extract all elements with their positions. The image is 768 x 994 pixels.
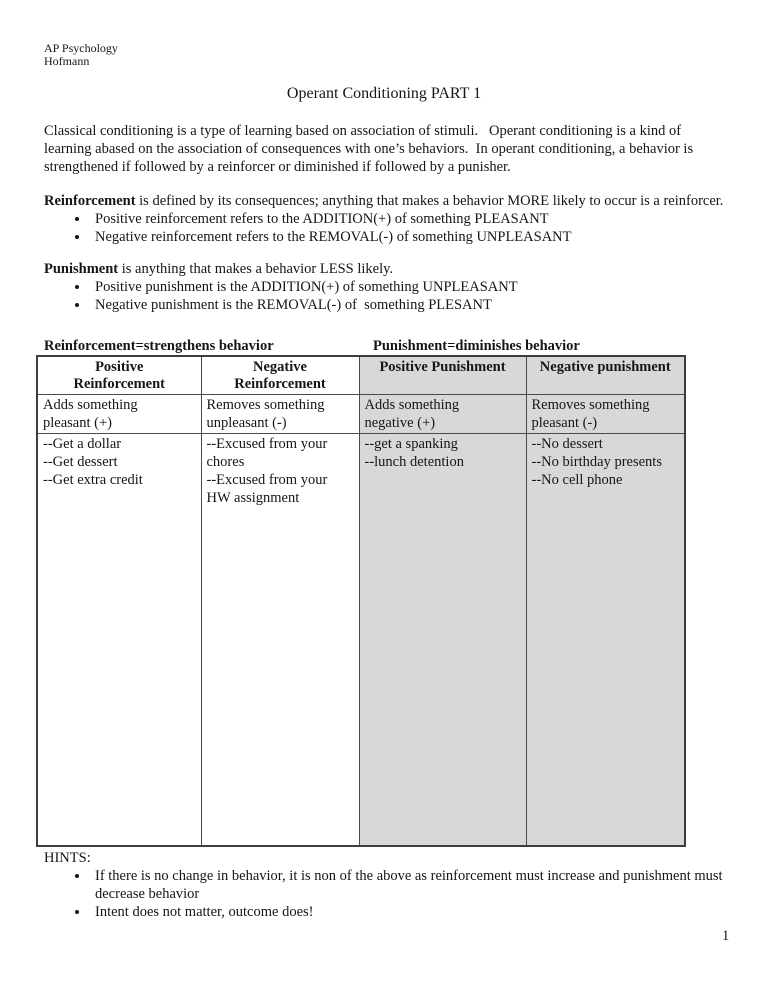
hints-section [44, 849, 727, 921]
conditioning-table [36, 355, 686, 847]
examples-cell-positive-punishment [359, 434, 526, 846]
example-line: --get a spanking [364, 436, 458, 452]
example-line: --Excused from your [206, 472, 328, 488]
example-line: --lunch detention [364, 454, 464, 470]
letterhead [44, 42, 724, 68]
header-line: Positive Punishment [379, 359, 506, 375]
page-number: 1 [722, 928, 730, 944]
definition-cell-negative-punishment [526, 395, 685, 434]
hint-bullet: • If there is no change in behavior, it is non of the above as reinforcement must increase and punishment must decrease behavior [90, 867, 734, 903]
definition-cell-negative-reinforcement [201, 395, 359, 434]
punishment-term: Punishment [44, 261, 119, 277]
column-header-positive-reinforcement [37, 356, 201, 395]
hints-label: HINTS: [44, 849, 91, 866]
header-line: Positive [95, 359, 144, 375]
header-line: Negative [253, 359, 307, 375]
header-line: Reinforcement [73, 376, 166, 392]
header-line: Negative punishment [539, 359, 671, 375]
punishment-bullet: • Negative punishment is the REMOVAL(-) of something PLESANT [90, 296, 724, 314]
column-header-negative-punishment [526, 356, 685, 395]
reinforcement-bullet: • Negative reinforcement refers to the REMOVAL(-) of something UNPLEASANT [90, 228, 724, 246]
reinforcement-definition: is defined by its consequences; anything that makes a behavior MORE likely to occur is a reinforcer. [135, 193, 724, 209]
hints-bullet-list [44, 867, 734, 921]
reinforcement-paragraph [44, 192, 724, 210]
example-line: chores [206, 454, 245, 470]
punishment-bullet: • Positive punishment is the ADDITION(+) of something UNPLEASANT [90, 278, 724, 296]
reinforcement-term: Reinforcement [44, 193, 136, 209]
definition-line: Adds something [364, 397, 460, 413]
example-line: --Get extra credit [43, 472, 143, 488]
definition-line: Removes something [206, 397, 325, 413]
definition-cell-positive-punishment [359, 395, 526, 434]
punishment-paragraph [44, 260, 724, 278]
example-line: --Get dessert [43, 454, 118, 470]
course-name: AP Psychology [44, 41, 118, 55]
definition-line: Adds something [43, 397, 138, 413]
definition-line: unpleasant (-) [206, 415, 287, 431]
example-line: HW assignment [206, 490, 300, 506]
example-line: --No birthday presents [531, 454, 662, 470]
examples-cell-negative-punishment [526, 434, 685, 846]
examples-cell-negative-reinforcement [201, 434, 359, 846]
author-name: Hofmann [44, 54, 90, 68]
reinforcement-bullet-list [44, 210, 724, 246]
definition-line: pleasant (+) [43, 415, 112, 431]
table-caption-punishment: Punishment=diminishes behavior [373, 338, 580, 354]
punishment-definition: is anything that makes a behavior LESS likely. [118, 261, 394, 277]
definition-line: Removes something [531, 397, 650, 413]
reinforcement-bullet: • Positive reinforcement refers to the ADDITION(+) of something PLEASANT [90, 210, 724, 228]
examples-cell-positive-reinforcement [37, 434, 201, 846]
table-caption-reinforcement: Reinforcement=strengthens behavior [44, 338, 274, 354]
header-line: Reinforcement [234, 376, 326, 392]
definition-line: pleasant (-) [531, 415, 598, 431]
column-header-negative-reinforcement [201, 356, 359, 395]
hint-bullet: • Intent does not matter, outcome does! [90, 903, 734, 921]
page-title: Operant Conditioning PART 1 [286, 85, 482, 102]
column-header-positive-punishment [359, 356, 526, 395]
example-line: --Excused from your [206, 436, 328, 452]
definition-cell-positive-reinforcement [37, 395, 201, 434]
punishment-bullet-list [44, 278, 724, 314]
example-line: --No cell phone [531, 472, 623, 488]
table-captions [44, 338, 724, 354]
intro-paragraph: Classical conditioning is a type of learning based on association of stimuli. Operant conditioning is a kind of learning abased on the association of consequences with one’s behaviors. In operant conditioning, a behavior is strengthened if followed by a reinforcer or diminished if followed by a punisher. [44, 123, 697, 175]
example-line: --Get a dollar [43, 436, 122, 452]
example-line: --No dessert [531, 436, 603, 452]
definition-line: negative (+) [364, 415, 436, 431]
